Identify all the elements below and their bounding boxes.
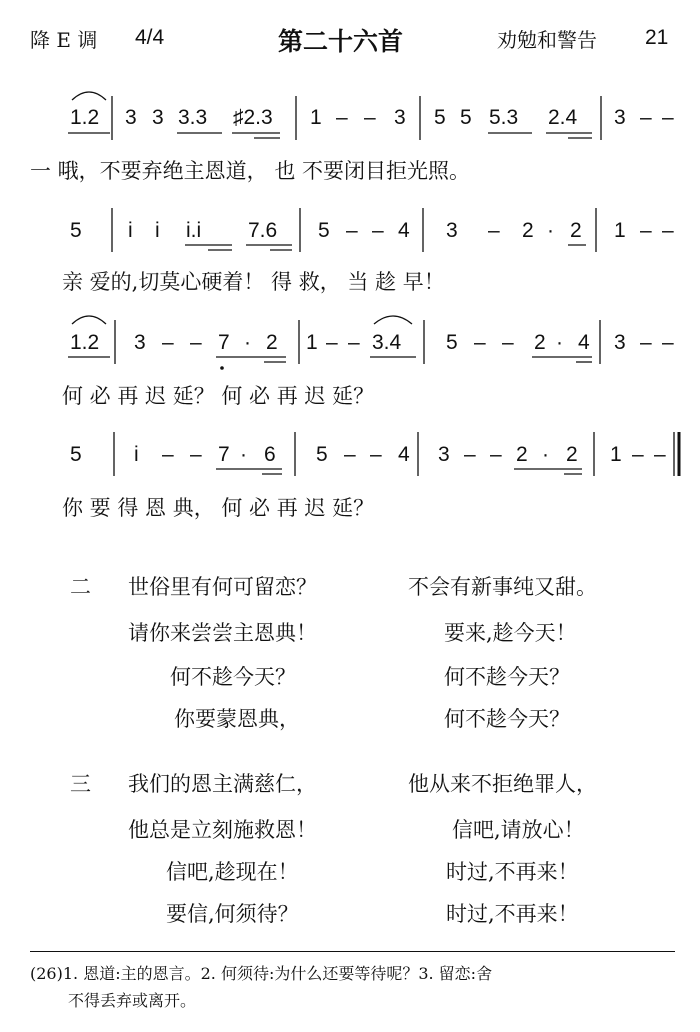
note-group: 3.4 (372, 331, 402, 354)
note: 3 (394, 106, 406, 129)
note-group: 1.2 (70, 106, 100, 129)
note: 2 (566, 443, 578, 466)
dash: – (372, 219, 384, 242)
dash: – (190, 331, 202, 354)
verse-line: 世俗里有何可留恋？ (128, 575, 317, 599)
note-group: 2.4 (548, 106, 578, 129)
note: 7 (218, 331, 230, 354)
verse-line: 何不趁今天？ (170, 665, 296, 689)
dash: – (640, 106, 652, 129)
note: 5 (70, 219, 82, 242)
time-signature: 4/4 (135, 26, 165, 49)
note: 5 (460, 106, 472, 129)
dash: – (348, 331, 360, 354)
dash: – (662, 219, 674, 242)
note: 4 (398, 219, 410, 242)
dot: · (547, 219, 554, 242)
note: 3 (614, 331, 626, 354)
dash: – (662, 331, 674, 354)
note: 2 (522, 219, 534, 242)
dash: – (640, 219, 652, 242)
verse-line: 他从来不拒绝罪人， (408, 772, 597, 796)
dash: – (162, 331, 174, 354)
dash: – (654, 443, 666, 466)
note: 4 (578, 331, 590, 354)
note: 5 (316, 443, 328, 466)
dash: – (490, 443, 502, 466)
note: 3 (446, 219, 458, 242)
dash: – (162, 443, 174, 466)
dash: – (346, 219, 358, 242)
note-group: 3.3 (178, 106, 208, 129)
note: 4 (398, 443, 410, 466)
verse-line: 要来,趁今天！ (444, 621, 577, 645)
dash: – (640, 331, 652, 354)
key-signature: 降 E 调 (30, 28, 98, 52)
note: 3 (125, 106, 137, 129)
dash: – (326, 331, 338, 354)
note: 5 (318, 219, 330, 242)
note: 1 (614, 219, 626, 242)
dash: – (364, 106, 376, 129)
page-number: 21 (645, 26, 669, 49)
verse-line: 时过,不再来！ (446, 902, 579, 926)
verse-line: 你要蒙恩典， (174, 707, 300, 731)
verse-line: 我们的恩主满慈仁， (128, 772, 317, 796)
footnote-line: 不得丢弃或离开。 (68, 991, 197, 1010)
dash: – (344, 443, 356, 466)
dash: – (464, 443, 476, 466)
footnote-divider (30, 951, 675, 952)
note: 1 (306, 331, 318, 354)
note: 7 (218, 443, 230, 466)
note: 5 (70, 443, 82, 466)
note: 5 (434, 106, 446, 129)
verse-line: 请你来尝尝主恩典！ (128, 621, 317, 645)
verse-line: 信吧,请放心！ (452, 818, 585, 842)
dot: · (244, 331, 251, 354)
dash: – (370, 443, 382, 466)
note: i (155, 219, 160, 242)
note: 2 (534, 331, 546, 354)
note: 3 (134, 331, 146, 354)
hymn-category: 劝勉和警告 (497, 28, 597, 52)
note-group: 5.3 (489, 106, 519, 129)
page-title: 第二十六首 (278, 27, 404, 56)
dot: · (240, 443, 247, 466)
note: 2 (570, 219, 582, 242)
dash: – (190, 443, 202, 466)
note-group: 7.6 (248, 219, 278, 242)
verse-line: 信吧,趁现在！ (166, 860, 299, 884)
note: 3 (438, 443, 450, 466)
dot: · (556, 331, 563, 354)
note: 1 (610, 443, 622, 466)
verse-line: 他总是立刻施救恩！ (128, 818, 317, 842)
dash: – (488, 219, 500, 242)
lyrics-line: 亲 爱的,切莫心硬着！ 得 救， 当 趁 早！ (62, 270, 445, 294)
note-group: 1.2 (70, 331, 100, 354)
lyrics-line: 一 哦，不要弃绝主恩道， 也 不要闭目拒光照。 (30, 159, 471, 183)
dot: · (542, 443, 549, 466)
note: 2 (516, 443, 528, 466)
verse-line: 要信,何须待？ (166, 902, 299, 926)
dash: – (474, 331, 486, 354)
note: 6 (264, 443, 276, 466)
footnote-line: (26)1. 恩道:主的恩言。2. 何须待:为什么还要等待呢？3. 留恋:舍 (30, 964, 493, 983)
note: i (134, 443, 139, 466)
note: 5 (446, 331, 458, 354)
verse-number: 三 (70, 772, 91, 796)
note: 3 (614, 106, 626, 129)
verse-line: 何不趁今天？ (444, 665, 570, 689)
verse-line: 时过,不再来！ (446, 860, 579, 884)
lyrics-line: 何 必 再 迟 延？ 何 必 再 迟 延？ (62, 384, 375, 408)
note: 3 (152, 106, 164, 129)
verse-number: 二 (70, 575, 91, 599)
note-group: ♯2.3 (233, 106, 273, 129)
lyrics-line: 你 要 得 恩 典， 何 必 再 迟 延？ (62, 496, 375, 520)
note-group: i.i (186, 219, 202, 242)
verse-line: 不会有新事纯又甜。 (408, 575, 597, 599)
verse-line: 何不趁今天？ (444, 707, 570, 731)
note: i (128, 219, 133, 242)
dash: – (662, 106, 674, 129)
note: 1 (310, 106, 322, 129)
dash: – (502, 331, 514, 354)
note: 2 (266, 331, 278, 354)
dash: – (336, 106, 348, 129)
dash: – (632, 443, 644, 466)
